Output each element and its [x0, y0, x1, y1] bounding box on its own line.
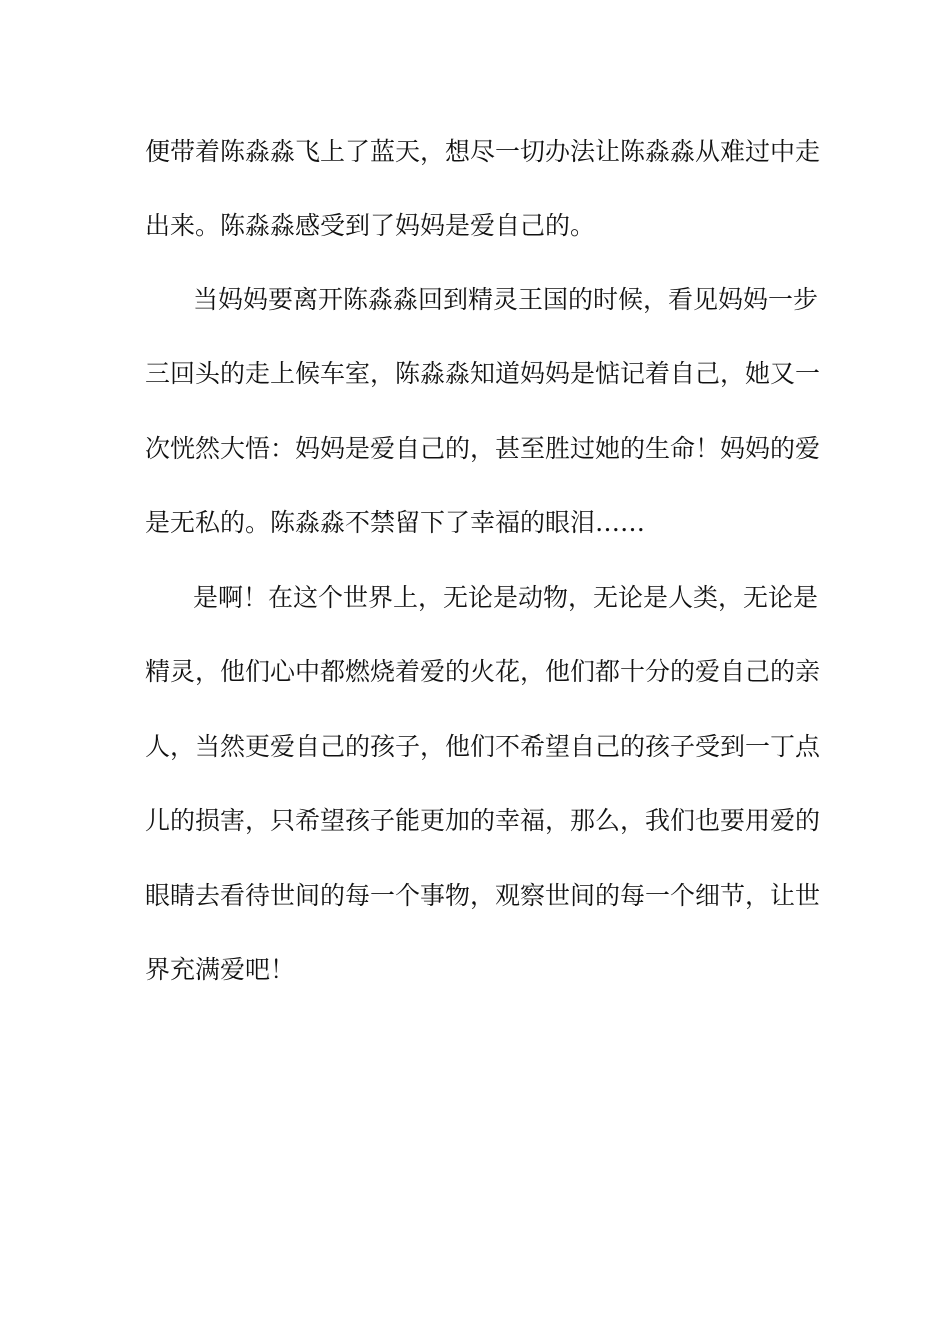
text-line: 出来。陈淼淼感受到了妈妈是爱自己的。: [145, 211, 596, 240]
paragraph-start-line: 是啊！在这个世界上，无论是动物，无论是人类，无论是: [193, 583, 819, 612]
paragraph-start-line: 当妈妈要离开陈淼淼回到精灵王国的时候，看见妈妈一步: [193, 285, 819, 314]
text-line: 界充满爱吧！: [145, 955, 296, 984]
text-line: 三回头的走上候车室，陈淼淼知道妈妈是惦记着自己，她又一: [145, 359, 821, 388]
text-line: 便带着陈淼淼飞上了蓝天，想尽一切办法让陈淼淼从难过中走: [145, 137, 821, 166]
text-line: 是无私的。陈淼淼不禁留下了幸福的眼泪……: [145, 508, 646, 537]
text-line: 眼睛去看待世间的每一个事物，观察世间的每一个细节，让世: [145, 881, 821, 910]
text-line: 儿的损害，只希望孩子能更加的幸福，那么，我们也要用爱的: [145, 806, 821, 835]
text-line: 次恍然大悟：妈妈是爱自己的，甚至胜过她的生命！妈妈的爱: [145, 434, 821, 463]
text-line: 精灵，他们心中都燃烧着爱的火花，他们都十分的爱自己的亲: [145, 657, 821, 686]
text-line: 人，当然更爱自己的孩子，他们不希望自己的孩子受到一丁点: [145, 732, 821, 761]
